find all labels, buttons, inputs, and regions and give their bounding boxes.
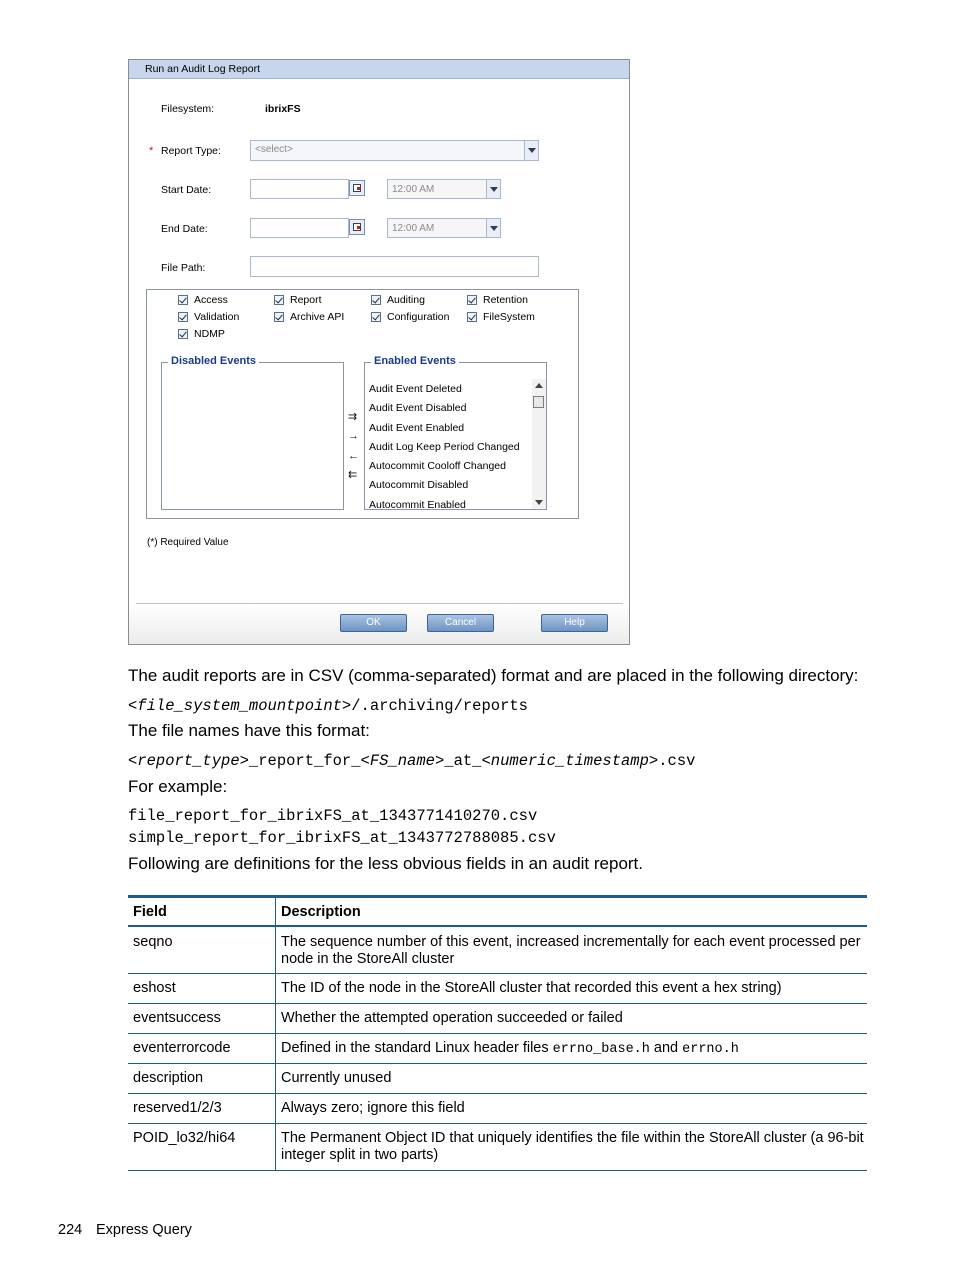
calendar-icon[interactable]	[349, 180, 365, 196]
checkbox-configuration[interactable]: Configuration	[371, 311, 449, 323]
file-name-format: <report_type>_report_for_<FS_name>_at_<numeric_timestamp>.csv	[128, 752, 696, 770]
cell-field: description	[133, 1070, 204, 1086]
file-path-input[interactable]	[250, 256, 539, 277]
page-number: 224	[58, 1222, 83, 1238]
scrollbar[interactable]	[532, 379, 546, 509]
checkbox-check-icon	[467, 312, 477, 322]
table-row	[128, 1064, 867, 1094]
move-all-right-icon[interactable]: ⇉	[348, 411, 358, 423]
example-file-1: file_report_for_ibrixFS_at_1343771410270.csv	[128, 807, 538, 825]
cell-field: reserved1/2/3	[133, 1100, 222, 1116]
scroll-up-icon[interactable]	[535, 383, 543, 388]
checkbox-check-icon	[178, 312, 188, 322]
list-item[interactable]: Autocommit Cooloff Changed	[369, 460, 506, 472]
disabled-events-title: Disabled Events	[168, 355, 259, 367]
table-row	[128, 1034, 867, 1064]
report-type-value: <select>	[255, 144, 293, 155]
event-filter-panel	[146, 289, 579, 519]
calendar-icon[interactable]	[349, 219, 365, 235]
disabled-events-list[interactable]	[161, 355, 344, 510]
checkbox-check-icon	[467, 295, 477, 305]
chevron-down-icon[interactable]	[486, 219, 500, 237]
paragraph-example: For example:	[128, 777, 228, 796]
checkbox-retention[interactable]: Retention	[467, 294, 528, 306]
dialog-title: Run an Audit Log Report	[129, 60, 629, 79]
scroll-down-icon[interactable]	[535, 500, 543, 505]
cancel-button[interactable]: Cancel	[427, 614, 494, 632]
directory-path: <file_system_mountpoint>/.archiving/reports	[128, 697, 528, 715]
checkbox-auditing[interactable]: Auditing	[371, 294, 425, 306]
checkbox-access[interactable]: Access	[178, 294, 228, 306]
cell-description: Currently unused	[281, 1070, 392, 1086]
start-time-value: 12:00 AM	[392, 184, 435, 195]
header-description: Description	[281, 904, 361, 920]
list-item[interactable]: Audit Event Deleted	[369, 383, 462, 395]
cell-description: Always zero; ignore this field	[281, 1100, 465, 1116]
filesystem-value: ibrixFS	[265, 103, 301, 115]
example-file-2: simple_report_for_ibrixFS_at_1343772788085.csv	[128, 829, 556, 847]
help-button[interactable]: Help	[541, 614, 608, 632]
cell-field: eshost	[133, 980, 176, 996]
move-right-icon[interactable]: →	[348, 430, 359, 442]
cell-field: eventerrorcode	[133, 1040, 231, 1056]
start-date-label: Start Date:	[161, 184, 212, 196]
start-date-input[interactable]	[250, 179, 349, 199]
paragraph-format: The file names have this format:	[128, 721, 370, 740]
checkbox-check-icon	[274, 312, 284, 322]
end-time-value: 12:00 AM	[392, 223, 435, 234]
list-item[interactable]: Autocommit Enabled	[369, 499, 466, 511]
header-field: Field	[133, 904, 167, 920]
checkbox-check-icon	[371, 312, 381, 322]
enabled-events-title: Enabled Events	[371, 355, 459, 367]
table-row	[128, 1004, 867, 1034]
list-item[interactable]: Audit Event Disabled	[369, 402, 467, 414]
checkbox-check-icon	[178, 295, 188, 305]
checkbox-check-icon	[371, 295, 381, 305]
required-note: (*) Required Value	[147, 537, 229, 548]
cell-field: POID_lo32/hi64	[133, 1130, 236, 1146]
end-time-select[interactable]	[387, 218, 501, 238]
enabled-events-list[interactable]	[364, 355, 547, 511]
chevron-down-icon[interactable]	[524, 141, 538, 160]
section-title: Express Query	[96, 1222, 192, 1238]
footer-divider	[136, 603, 623, 604]
cell-description: The sequence number of this event, increased incrementally for each event processed per node in the StoreAll cluster	[281, 934, 861, 967]
cell-description: The ID of the node in the StoreAll cluster that recorded this event a hex string)	[281, 980, 782, 996]
checkbox-check-icon	[178, 329, 188, 339]
list-item[interactable]: Audit Event Enabled	[369, 422, 465, 434]
checkbox-report[interactable]: Report	[274, 294, 322, 306]
cell-description: Defined in the standard Linux header files errno_base.h and errno.h	[281, 1040, 739, 1057]
cell-field: seqno	[133, 934, 173, 950]
table-header-row	[128, 898, 867, 925]
list-item[interactable]: Autocommit Disabled	[369, 479, 469, 491]
cell-description: The Permanent Object ID that uniquely identifies the file within the StoreAll cluster (a 96-bit integer split in two parts)	[281, 1130, 864, 1163]
file-path-label: File Path:	[161, 262, 206, 274]
cell-description: Whether the attempted operation succeeded or failed	[281, 1010, 623, 1026]
chevron-down-icon[interactable]	[486, 180, 500, 198]
cell-field: eventsuccess	[133, 1010, 221, 1026]
report-type-select[interactable]	[250, 140, 539, 161]
start-time-select[interactable]	[387, 179, 501, 199]
checkbox-filesystem[interactable]: FileSystem	[467, 311, 535, 323]
move-left-icon[interactable]: ←	[348, 450, 359, 462]
table-row	[128, 974, 867, 1004]
checkbox-archive-api[interactable]: Archive API	[274, 311, 344, 323]
end-date-label: End Date:	[161, 223, 208, 235]
list-item[interactable]: Audit Log Keep Period Changed	[369, 441, 520, 453]
end-date-input[interactable]	[250, 218, 349, 238]
required-star: *	[149, 145, 154, 157]
paragraph-definitions: Following are definitions for the less obvious fields in an audit report.	[128, 854, 644, 873]
filesystem-label: Filesystem:	[161, 103, 215, 115]
paragraph-directory: The audit reports are in CSV (comma-separated) format and are placed in the following directory:	[128, 666, 859, 685]
move-all-left-icon[interactable]: ⇇	[348, 469, 358, 481]
ok-button[interactable]: OK	[340, 614, 407, 632]
checkbox-check-icon	[274, 295, 284, 305]
audit-report-dialog	[128, 59, 630, 645]
table-row	[128, 927, 867, 974]
checkbox-ndmp[interactable]: NDMP	[178, 328, 225, 340]
table-row	[128, 1094, 867, 1124]
report-type-label: Report Type:	[161, 145, 221, 157]
table-row	[128, 1124, 867, 1171]
scroll-thumb[interactable]	[533, 396, 544, 408]
checkbox-validation[interactable]: Validation	[178, 311, 239, 323]
